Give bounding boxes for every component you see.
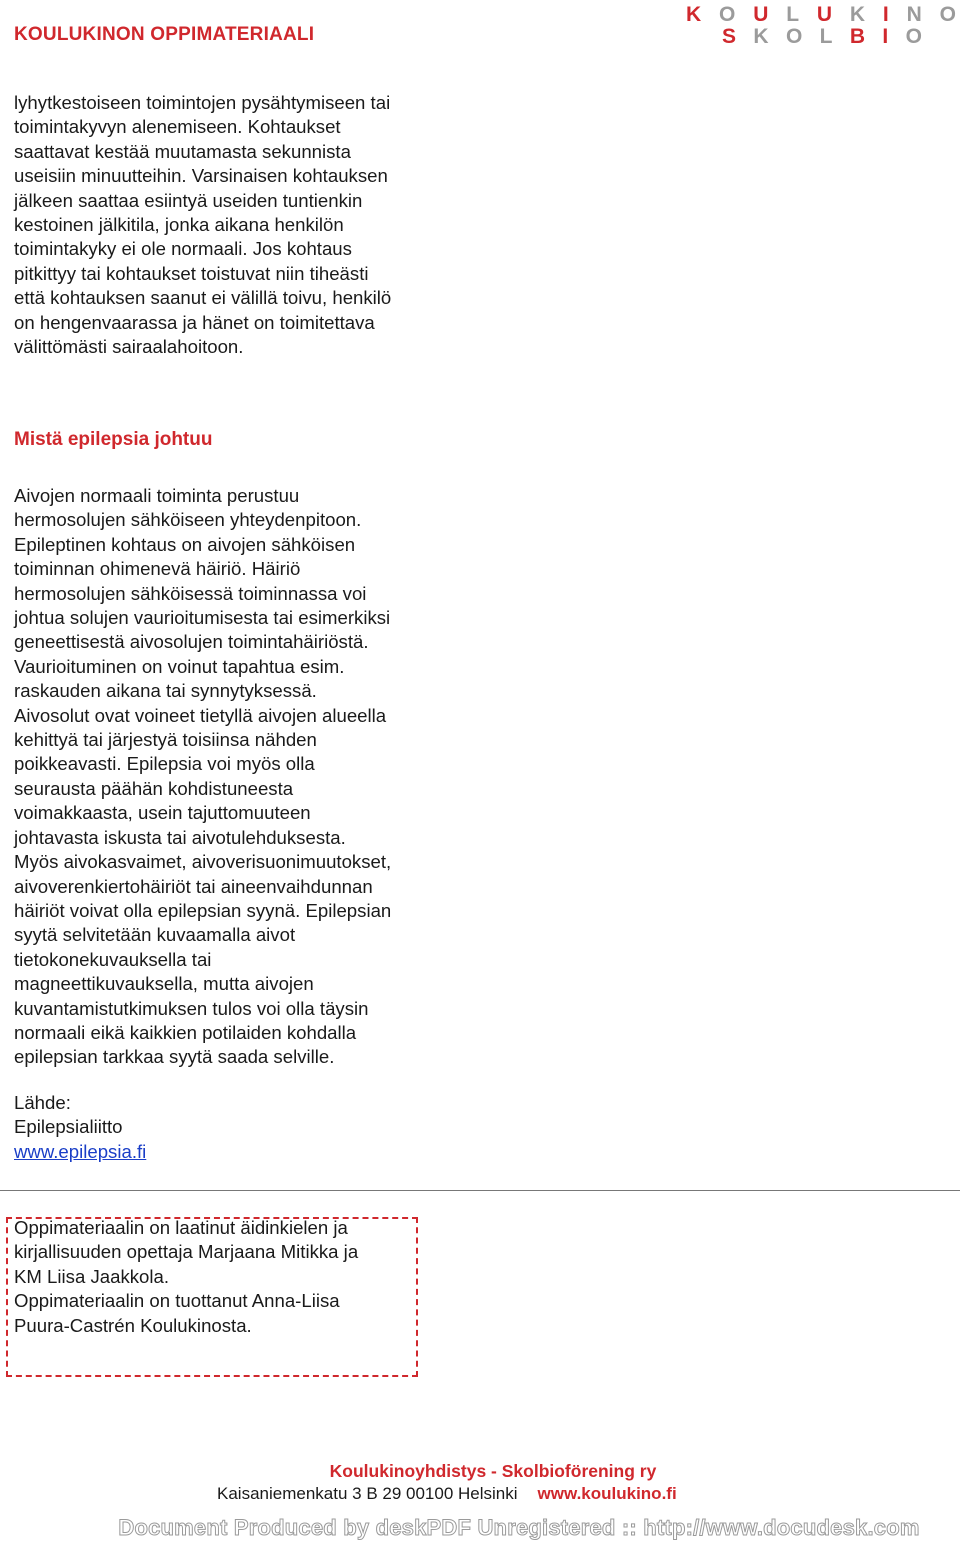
koulukino-logo	[686, 4, 956, 47]
logo-letter: O	[939, 3, 956, 26]
section-heading: Mistä epilepsia johtuu	[14, 429, 213, 450]
source-link[interactable]: www.epilepsia.fi	[14, 1140, 147, 1162]
footer-address-line	[217, 1484, 677, 1504]
footer-organization: Koulukinoyhdistys - Skolbioförening ry	[329, 1461, 657, 1481]
logo-letter: O	[905, 25, 922, 48]
logo-row-koulukino	[686, 4, 956, 25]
credits-producer: Oppimateriaalin on tuottanut Anna-Liisa Puura-Castrén Koulukinosta.	[14, 1290, 340, 1336]
logo-letter: U	[816, 3, 833, 26]
source-name: Epilepsialiitto	[14, 1116, 123, 1138]
body-paragraph-seizures: lyhytkestoiseen toimintojen pysähtymiseen tai toimintakyvyn alenemiseen. Kohtaukset saattavat kestää muutamasta sekunnista useisiin minuutteihin. Varsinaisen kohtauksen jälkeen saattaa esiintyä useiden tuntienkin kestoinen jälkitila, jonka aikana henkilön toimintakyky ei ole normaali. Jos kohtaus pitkittyy tai kohtaukset toistuvat niin tiheästi että kohtauksen saanut ei välillä toivu, henkilö on hengenvaarassa ja hänet on toimitettava välittömästi sairaalahoitoon.	[14, 92, 392, 358]
body-paragraph-causes: Aivojen normaali toiminta perustuu hermosolujen sähköiseen yhteydenpitoon. Epileptinen kohtaus on aivojen sähköisen toiminnan ohimenevä häiriö. Häiriö hermosolujen sähköisessä toiminnassa voi johtua solujen vaurioitumisesta tai esimerkiksi geneettisestä aivosolujen toimintahäiriöstä. Vaurioituminen on voinut tapahtua esim. raskauden aikana tai synnytyksessä. Aivosolut ovat voineet tietyllä aivojen alueella kehittyä tai järjestyä toisiinsa nähden poikkeavasti. Epilepsia voi myös olla seurausta päähän kohdistuneesta voimakkaasta, usein tajuttomuuteen johtavasta iskusta tai aivotulehduksesta. Myös aivokasvaimet, aivoverisuonimuutokset, aivoverenkiertohäiriöt tai aineenvaihdunnan häiriöt voivat olla epilepsian syynä. Epilepsian syytä selvitetään kuvaamalla aivot tietokonekuvauksella tai magneettikuvauksella, mutta aivojen kuvantamistutkimuksen tulos voi olla täysin normaali eikä kaikkien potilaiden kohdalla epilepsian tarkkaa syytä saada selville.	[14, 485, 392, 1068]
logo-letter: I	[882, 25, 889, 48]
section-divider	[0, 1190, 960, 1191]
source-label: Lähde:	[14, 1092, 71, 1113]
logo-letter: I	[882, 3, 889, 26]
document-header-title: KOULUKINON OPPIMATERIAALI	[14, 24, 315, 45]
pdf-watermark: Document Produced by deskPDF Unregistered :: http://www.docudesk.com	[118, 1515, 920, 1540]
logo-letter: K	[753, 25, 769, 48]
logo-letter: L	[786, 3, 800, 26]
logo-letter: K	[686, 3, 702, 26]
logo-letter: K	[849, 3, 866, 26]
logo-letter: L	[819, 25, 833, 48]
logo-letter: S	[722, 25, 737, 48]
logo-letter: O	[719, 3, 736, 26]
footer-website-link[interactable]: www.koulukino.fi	[537, 1484, 677, 1503]
footer-address: Kaisaniemenkatu 3 B 29 00100 Helsinki	[217, 1484, 518, 1503]
logo-letter: O	[785, 25, 803, 48]
logo-letter: U	[753, 3, 769, 26]
logo-row-skolbio	[722, 26, 922, 47]
logo-letter: N	[906, 3, 922, 26]
logo-letter: B	[849, 25, 866, 48]
credits-authors: Oppimateriaalin on laatinut äidinkielen ja kirjallisuuden opettaja Marjaana Mitikka ja KM Liisa Jaakkola.	[14, 1217, 359, 1287]
credits-text	[14, 1216, 419, 1338]
source-block	[14, 1091, 146, 1164]
